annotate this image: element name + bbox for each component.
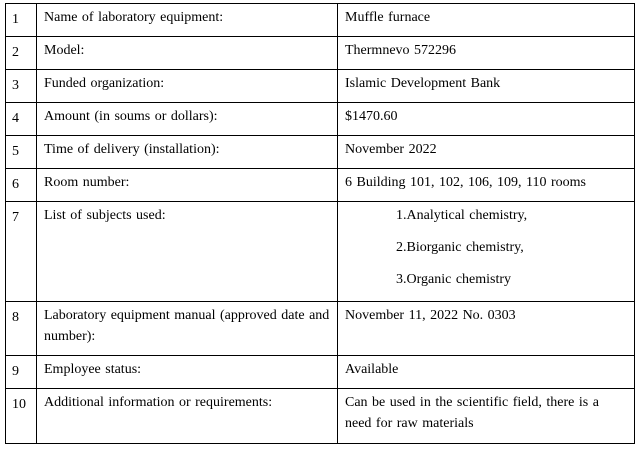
table-row bbox=[6, 302, 635, 356]
table-row bbox=[6, 103, 635, 136]
row-value: $1470.60 bbox=[338, 103, 635, 136]
row-label: Laboratory equipment manual (approved date and number): bbox=[37, 302, 338, 356]
table-row bbox=[6, 4, 635, 37]
table-row bbox=[6, 202, 635, 302]
row-value: November 11, 2022 No. 0303 bbox=[338, 302, 635, 356]
row-value: November 2022 bbox=[338, 136, 635, 169]
row-number: 10 bbox=[6, 389, 37, 444]
row-number: 1 bbox=[6, 4, 37, 37]
row-label: Funded organization: bbox=[37, 70, 338, 103]
table-row bbox=[6, 169, 635, 202]
row-label: Additional information or requirements: bbox=[37, 389, 338, 444]
row-number: 3 bbox=[6, 70, 37, 103]
subject-item: 2.Biorganic chemistry, bbox=[396, 240, 524, 255]
subject-item: 3.Organic chemistry bbox=[396, 272, 512, 287]
row-label: Name of laboratory equipment: bbox=[37, 4, 338, 37]
table-row bbox=[6, 389, 635, 444]
row-value: Muffle furnace bbox=[338, 4, 635, 37]
row-label: Time of delivery (installation): bbox=[37, 136, 338, 169]
equipment-info-table bbox=[5, 3, 635, 444]
row-number: 9 bbox=[6, 356, 37, 389]
row-number: 6 bbox=[6, 169, 37, 202]
row-number: 4 bbox=[6, 103, 37, 136]
row-value: 6 Building 101, 102, 106, 109, 110 rooms bbox=[338, 169, 635, 202]
row-number: 5 bbox=[6, 136, 37, 169]
table-row bbox=[6, 37, 635, 70]
row-value: Thermnevo 572296 bbox=[338, 37, 635, 70]
row-number: 2 bbox=[6, 37, 37, 70]
row-label: List of subjects used: bbox=[37, 202, 338, 302]
row-value: Available bbox=[338, 356, 635, 389]
row-number: 7 bbox=[6, 202, 37, 302]
table-row bbox=[6, 70, 635, 103]
row-label: Employee status: bbox=[37, 356, 338, 389]
row-label: Amount (in soums or dollars): bbox=[37, 103, 338, 136]
row-value: Can be used in the scientific field, there is a need for raw materials bbox=[338, 389, 635, 444]
subjects-list bbox=[338, 202, 635, 302]
row-label: Model: bbox=[37, 37, 338, 70]
row-label: Room number: bbox=[37, 169, 338, 202]
table-row bbox=[6, 356, 635, 389]
subject-item: 1.Analytical chemistry, bbox=[396, 208, 528, 223]
row-number: 8 bbox=[6, 302, 37, 356]
row-value: Islamic Development Bank bbox=[338, 70, 635, 103]
table-row bbox=[6, 136, 635, 169]
